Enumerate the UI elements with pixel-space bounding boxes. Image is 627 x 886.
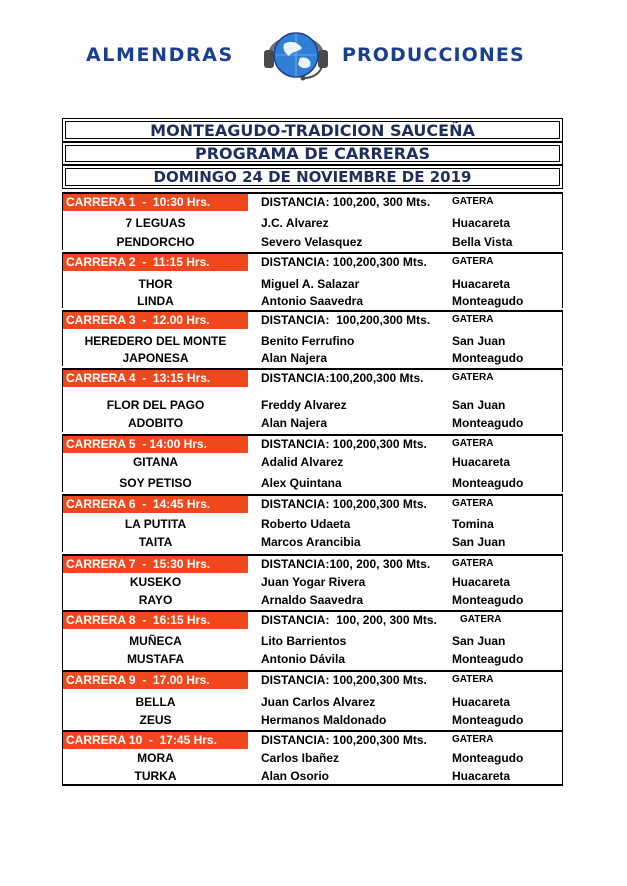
race-banner: CARRERA 7 - 15:30 Hrs. [63,556,248,573]
race-gate: GATERA [452,734,494,745]
horse-origin: Huacareta [452,216,511,230]
jockey-name: J.C. Alvarez [261,216,329,230]
jockey-name: Roberto Udaeta [261,517,351,531]
horse-origin: Tomina [452,517,494,531]
race-block-9 [62,670,563,730]
race-distance: DISTANCIA: 100,200,300 Mts. [261,255,427,269]
race-distance: DISTANCIA: 100,200,300 Mts. [261,313,431,327]
race-banner: CARRERA 10 - 17:45 Hrs. [63,732,248,749]
jockey-name: Hermanos Maldonado [261,713,387,727]
race-distance: DISTANCIA:100,200,300 Mts. [261,371,424,385]
race-banner: CARRERA 9 - 17.00 Hrs. [63,672,248,689]
horse-origin: Monteagudo [452,751,524,765]
race-block-8 [62,610,563,670]
horse-origin: Monteagudo [452,351,524,365]
jockey-name: Alan Najera [261,351,328,365]
race-banner: CARRERA 1 - 10:30 Hrs. [63,194,248,211]
horse-name: ADOBITO [127,416,184,430]
race-gate: GATERA [452,438,494,449]
horse-origin: Huacareta [452,695,511,709]
race-block-7 [62,554,563,610]
race-block-6 [62,494,563,552]
jockey-name: Severo Velasquez [261,235,363,249]
logo-text-left: ALMENDRAS [86,44,234,66]
jockey-name: Adalid Alvarez [261,455,344,469]
race-gate: GATERA [452,196,494,207]
race-banner: CARRERA 3 - 12.00 Hrs. [63,312,248,329]
horse-name: MORA [137,751,174,765]
horse-name: ZEUS [139,713,172,727]
horse-name: RAYO [138,593,173,607]
horse-origin: Monteagudo [452,652,524,666]
jockey-name: Antonio Dávila [261,652,346,666]
horse-name: JAPONESA [122,351,189,365]
jockey-name: Antonio Saavedra [261,294,364,308]
horse-name: TURKA [134,769,177,783]
race-gate: GATERA [452,498,494,509]
jockey-name: Carlos Ibañez [261,751,340,765]
horse-name: SOY PETISO [119,476,192,490]
event-title: MONTEAGUDO-TRADICION SAUCEÑA [150,120,475,140]
event-title-box [62,118,563,142]
logo-text-right: PRODUCCIONES [342,44,525,66]
race-block-3 [62,310,563,366]
horse-origin: Huacareta [452,575,511,589]
race-distance: DISTANCIA: 100, 200, 300 Mts. [261,613,437,627]
race-gate: GATERA [460,614,502,625]
race-gate: GATERA [452,314,494,325]
program-title-box [62,142,563,165]
horse-name: BELLA [135,695,176,709]
horse-name: MUÑECA [129,634,182,648]
race-banner: CARRERA 2 - 11:15 Hrs. [63,254,248,271]
race-block-4 [62,368,563,432]
horse-origin: Monteagudo [452,593,524,607]
horse-origin: Huacareta [452,277,511,291]
jockey-name: Miguel A. Salazar [261,277,360,291]
race-distance: DISTANCIA: 100,200,300 Mts. [261,673,427,687]
horse-origin: Bella Vista [452,235,513,249]
jockey-name: Benito Ferrufino [261,334,355,348]
jockey-name: Juan Carlos Alvarez [261,695,376,709]
globe-headphones-icon [256,22,336,82]
jockey-name: Alex Quintana [261,476,342,490]
race-banner: CARRERA 8 - 16:15 Hrs. [63,612,248,629]
race-block-5 [62,434,563,492]
race-gate: GATERA [452,372,494,383]
event-date: DOMINGO 24 DE NOVIEMBRE DE 2019 [153,168,472,186]
horse-name: THOR [138,277,173,291]
race-gate: GATERA [452,256,494,267]
horse-origin: Huacareta [452,769,511,783]
horse-origin: San Juan [452,334,506,348]
horse-origin: Monteagudo [452,294,524,308]
horse-origin: Monteagudo [452,476,524,490]
horse-origin: San Juan [452,535,506,549]
race-distance: DISTANCIA: 100,200,300 Mts. [261,733,427,747]
race-distance: DISTANCIA: 100,200, 300 Mts. [261,195,431,209]
jockey-name: Marcos Arancibia [261,535,361,549]
horse-origin: Monteagudo [452,713,524,727]
jockey-name: Alan Osorio [261,769,330,783]
horse-origin: San Juan [452,398,506,412]
jockey-name: Freddy Alvarez [261,398,347,412]
horse-name: KUSEKO [129,575,182,589]
horse-origin: San Juan [452,634,506,648]
brand-logo [0,22,627,92]
horse-name: TAITA [138,535,173,549]
jockey-name: Juan Yogar Rivera [261,575,366,589]
race-block-2 [62,252,563,308]
race-gate: GATERA [452,558,494,569]
race-distance: DISTANCIA: 100,200,300 Mts. [261,437,427,451]
horse-name: MUSTAFA [126,652,185,666]
jockey-name: Lito Barrientos [261,634,347,648]
race-banner: CARRERA 6 - 14:45 Hrs. [63,496,248,513]
horse-name: LINDA [137,294,174,308]
horse-name: LA PUTITA [124,517,187,531]
jockey-name: Alan Najera [261,416,328,430]
race-distance: DISTANCIA:100, 200, 300 Mts. [261,557,431,571]
program-title: PROGRAMA DE CARRERAS [194,144,431,163]
horse-origin: Monteagudo [452,416,524,430]
horse-origin: Huacareta [452,455,511,469]
race-banner: CARRERA 5 - 14:00 Hrs. [63,436,248,453]
race-banner: CARRERA 4 - 13:15 Hrs. [63,370,248,387]
race-block-10 [62,730,563,786]
horse-name: GITANA [132,455,179,469]
horse-name: PENDORCHO [116,235,195,249]
event-date-box [62,165,563,189]
horse-name: 7 LEGUAS [125,216,186,230]
jockey-name: Arnaldo Saavedra [261,593,364,607]
horse-name: HEREDERO DEL MONTE [84,334,227,348]
race-gate: GATERA [452,674,494,685]
race-block-1 [62,192,563,250]
horse-name: FLOR DEL PAGO [106,398,205,412]
race-distance: DISTANCIA: 100,200,300 Mts. [261,497,427,511]
